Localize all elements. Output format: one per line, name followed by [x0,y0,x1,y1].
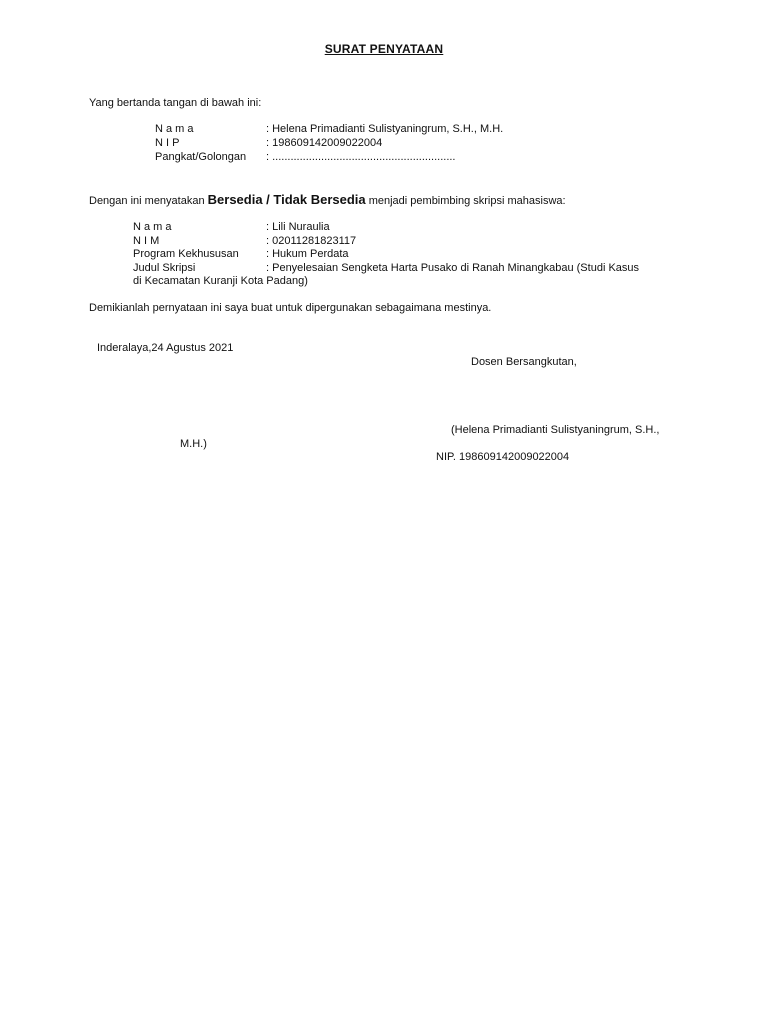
signer-row-nip [155,137,615,150]
closing-text: Demikianlah pernyataan ini saya buat untuk dipergunakan sebagaimana mestinya. [89,302,492,314]
statement-suffix: menjadi pembimbing skripsi mahasiswa: [365,195,566,207]
student-row-thesis [133,262,733,275]
signer-nip-label: N I P [155,137,180,149]
student-program-label: Program Kekhususan [133,248,239,260]
signature-name-line1: (Helena Primadianti Sulistyaningrum, S.H., [451,424,660,436]
document-title: SURAT PENYATAAN [324,42,444,56]
signature-role: Dosen Bersangkutan, [471,356,577,368]
student-thesis-value: : Penyelesaian Sengketa Harta Pusako di Ranah Minangkabau (Studi Kasus [266,262,640,274]
signature-nip: NIP. 198609142009022004 [436,451,570,463]
student-nim-value: : 02011281823117 [266,235,357,247]
statement-prefix: Dengan ini menyatakan [89,195,208,207]
student-name-value: : Lili Nuraulia [266,221,330,233]
student-thesis-continuation: di Kecamatan Kuranji Kota Padang) [133,275,308,287]
student-nim-label: N I M [133,235,160,247]
signature-name-line2: M.H.) [180,438,207,450]
place-date: Inderalaya,24 Agustus 2021 [97,342,234,354]
signer-rank-label: Pangkat/Golongan [155,151,247,163]
signer-row-rank [155,151,615,164]
signer-row-name [155,123,615,136]
signer-name-label: N a m a [155,123,194,135]
student-row-nim [133,235,713,248]
signer-rank-value: : ............................................................ [266,151,456,163]
signer-name-value: : Helena Primadianti Sulistyaningrum, S.H., M.H. [266,123,504,135]
student-row-name [133,221,713,234]
student-row-program [133,248,713,261]
statement-line [89,192,566,209]
statement-choice: Bersedia / Tidak Bersedia [207,192,366,207]
student-name-label: N a m a [133,221,172,233]
student-thesis-label: Judul Skripsi [133,262,196,274]
signer-nip-value: : 198609142009022004 [266,137,383,149]
student-program-value: : Hukum Perdata [266,248,349,260]
intro-text: Yang bertanda tangan di bawah ini: [89,97,262,109]
